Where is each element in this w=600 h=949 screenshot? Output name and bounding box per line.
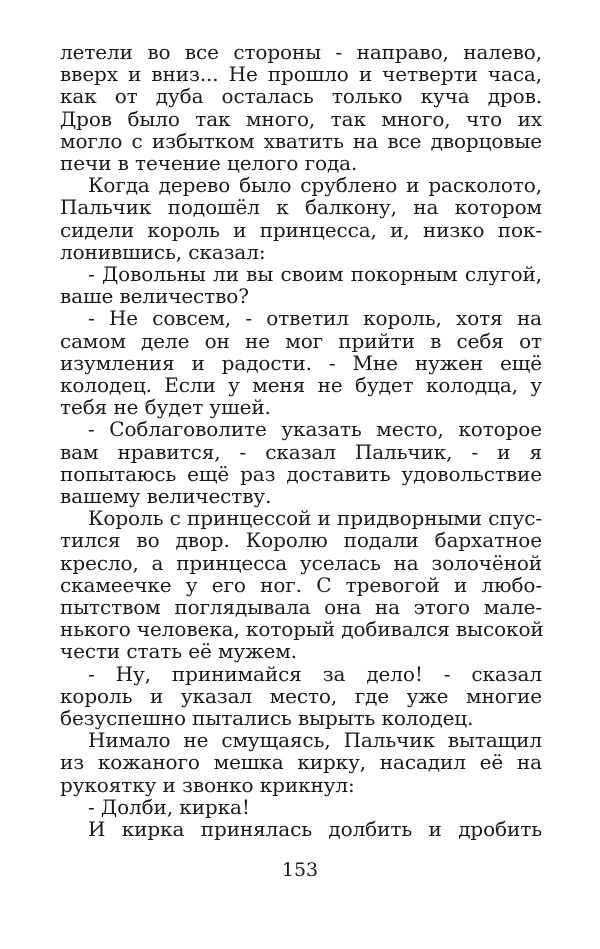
text-line: сидели король и принцесса, и, низко пок-	[60, 217, 542, 242]
text-line: лонившись, сказал:	[60, 239, 266, 264]
paragraph-first-line: - Долби, кирка!	[88, 794, 250, 819]
text-line: могло с избытком хватить на все дворцовые	[60, 128, 542, 153]
text-line: безуспешно пытались вырыть колодец.	[60, 706, 474, 730]
page-number: 153	[281, 859, 319, 881]
text-line: король и указал место, где уже многие	[60, 683, 542, 708]
text-line: колодец. Если у меня не будет колодца, у	[60, 373, 542, 397]
text-line: нького человека, который добивался высокой	[60, 617, 544, 642]
paragraph-first-line: И кирка принялась долбить и дробить	[88, 817, 542, 841]
text-line: вам нравится, - сказал Пальчик, - и я	[60, 439, 542, 464]
text-line: тился во двор. Королю подали бархатное	[60, 528, 542, 553]
paragraph-first-line: - Соблаговолите указать место, которое	[88, 417, 542, 442]
paragraph-first-line: - Не совсем, - ответил король, хотя на	[88, 306, 542, 331]
text-line: печи в течение целого года.	[60, 151, 358, 175]
text-line: вверх и вниз... Не прошло и четверти часа,	[60, 62, 542, 87]
text-line: как от дуба осталась только куча дров.	[60, 84, 542, 109]
text-line: тебя не будет ушей.	[60, 395, 271, 420]
text-line: из кожаного мешка кирку, насадил её на	[60, 750, 542, 775]
text-line: чести стать её мужем.	[60, 639, 297, 664]
text-line: самом деле он не мог прийти в себя от	[60, 328, 542, 353]
text-line: кресло, а принцесса уселась на золочёной	[60, 550, 542, 575]
text-line: скамеечке у его ног. С тревогой и любо-	[60, 572, 542, 597]
text-line: летели во все стороны - направо, налево,	[60, 40, 542, 64]
text-line: Пальчик подошёл к балкону, на котором	[60, 195, 542, 220]
text-line: попытаюсь ещё раз доставить удовольствие	[60, 461, 542, 486]
paragraph-first-line: - Довольны ли вы своим покорным слугой,	[88, 262, 542, 286]
paragraph-first-line: Король с принцессой и придворными спус-	[88, 506, 542, 531]
text-line: Дров было так много, так много, что их	[60, 106, 542, 131]
paragraph-first-line: - Ну, принимайся за дело! - сказал	[88, 661, 542, 686]
text-line: ваше величество?	[60, 284, 249, 309]
paragraph-first-line: Нимало не смущаясь, Пальчик вытащил	[88, 728, 542, 753]
text-line: рукоятку и звонко крикнул:	[60, 772, 355, 797]
text-line: изумления и радости. - Мне нужен ещё	[60, 350, 542, 375]
text-line: вашему величеству.	[60, 484, 272, 508]
text-line: пытством поглядывала она на этого мале-	[60, 595, 542, 619]
paragraph-first-line: Когда дерево было срублено и расколото,	[88, 173, 542, 198]
